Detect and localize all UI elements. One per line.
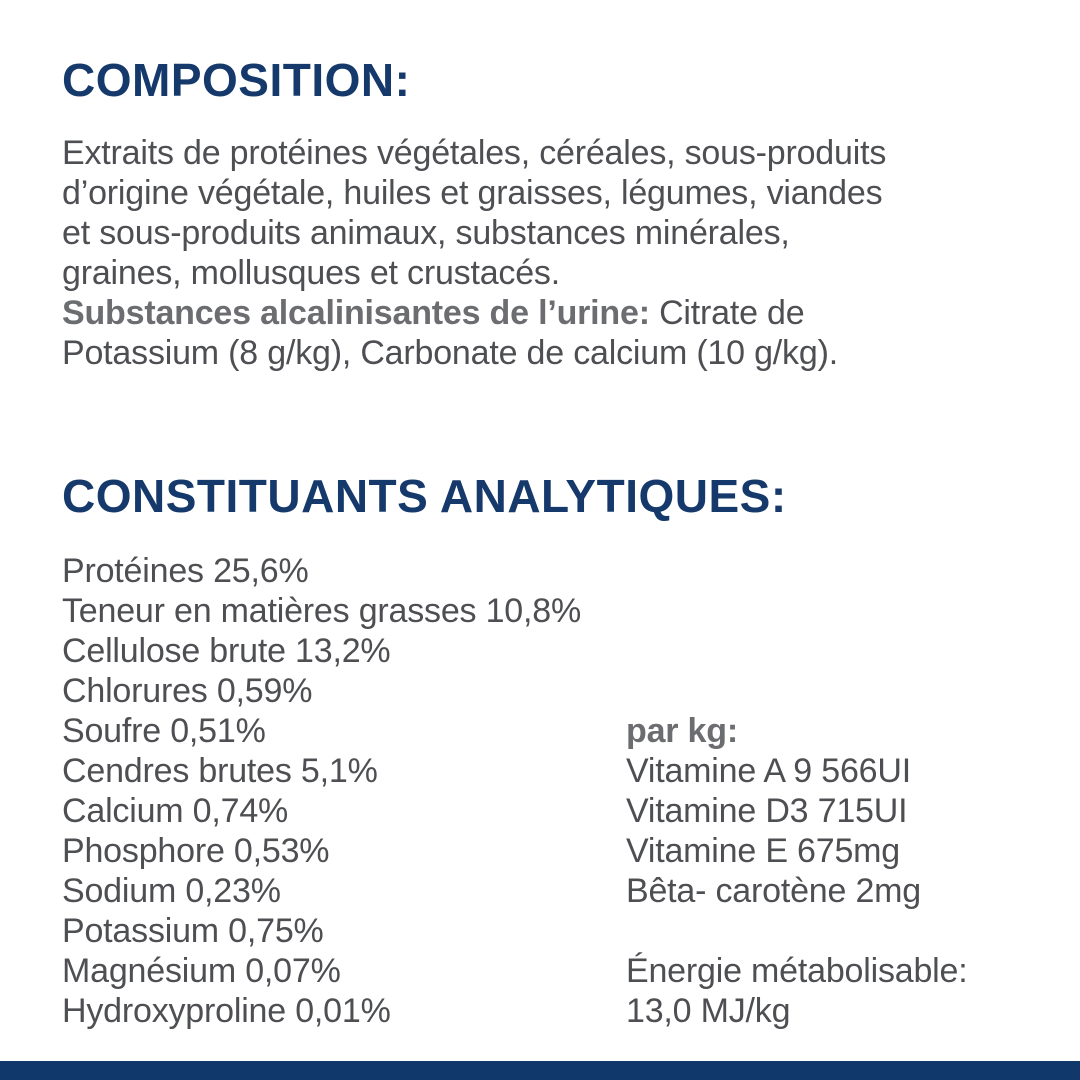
composition-line: Extraits de protéines végétales, céréales, sous-produits [62, 134, 887, 172]
alkalinizing-value-start: Citrate de [649, 294, 805, 332]
alkalinizing-label: Substances alcalinisantes de l’urine: [62, 294, 650, 332]
analytical-item: Magnésium 0,07% [62, 952, 341, 990]
analytical-constituents-list [62, 551, 682, 1031]
analytical-item: Cendres brutes 5,1% [62, 752, 378, 790]
vitamin-item: Bêta- carotène 2mg [626, 872, 922, 910]
analytical-item: Hydroxyproline 0,01% [62, 992, 391, 1030]
vitamin-item: Vitamine A 9 566UI [626, 752, 911, 790]
vitamin-item: Vitamine E 675mg [626, 832, 900, 870]
composition-line: et sous-produits animaux, substances minérales, [62, 214, 790, 252]
analytical-item: Cellulose brute 13,2% [62, 632, 391, 670]
alkalinizing-line [62, 293, 1062, 333]
analytical-item: Chlorures 0,59% [62, 672, 313, 710]
composition-heading: COMPOSITION: [62, 54, 411, 106]
analytical-item: Potassium 0,75% [62, 912, 324, 950]
metabolisable-energy-label: Énergie métabolisable: [626, 952, 968, 990]
composition-line: graines, mollusques et crustacés. [62, 254, 560, 292]
alkalinizing-value-end: Potassium (8 g/kg), Carbonate de calcium (10 g/kg). [62, 334, 838, 372]
analytical-item: Soufre 0,51% [62, 712, 266, 750]
composition-line: d’origine végétale, huiles et graisses, légumes, viandes [62, 174, 883, 212]
analytical-item: Calcium 0,74% [62, 792, 289, 830]
per-kg-heading: par kg: [626, 712, 738, 750]
analytical-item: Protéines 25,6% [62, 552, 309, 590]
bottom-accent-bar [0, 1061, 1080, 1080]
analytical-item: Teneur en matières grasses 10,8% [62, 592, 581, 630]
spacer [626, 911, 1066, 951]
per-kg-column [626, 711, 1066, 1031]
analytical-heading: CONSTITUANTS ANALYTIQUES: [62, 470, 787, 522]
vitamin-item: Vitamine D3 715UI [626, 792, 908, 830]
analytical-item: Phosphore 0,53% [62, 832, 330, 870]
composition-paragraph [62, 133, 1062, 373]
analytical-item: Sodium 0,23% [62, 872, 281, 910]
metabolisable-energy-value: 13,0 MJ/kg [626, 992, 791, 1030]
